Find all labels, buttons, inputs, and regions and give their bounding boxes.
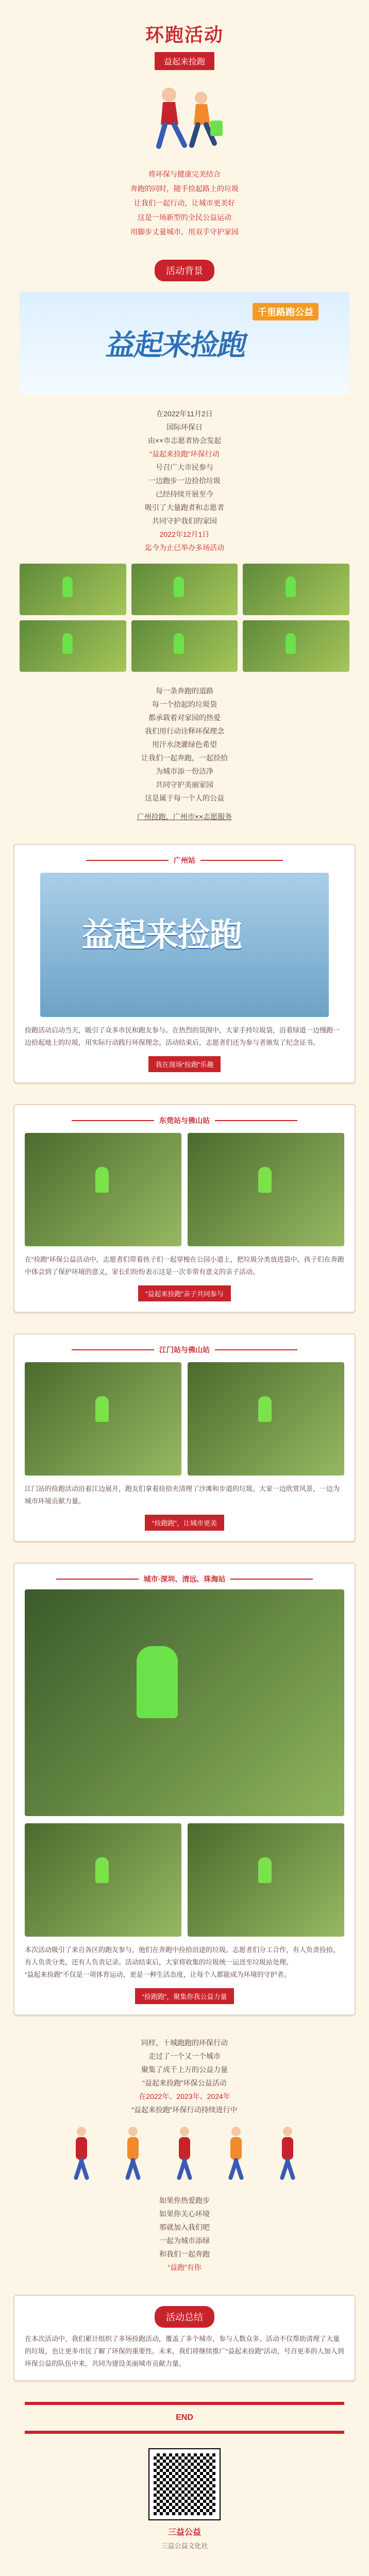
banner-title: 益起来捡跑 (104, 329, 249, 361)
section-tag-background: 活动背景 (155, 260, 214, 281)
card-title: 广州站 (174, 856, 195, 865)
section-tag-summary: 活动总结 (155, 2306, 214, 2328)
end-rule (25, 2402, 344, 2405)
card-title: 东莞站与佛山站 (159, 1116, 210, 1125)
runner-figure (115, 2127, 151, 2183)
banner-tag: 千里路跑公益 (253, 303, 318, 320)
card-photo (40, 873, 329, 1017)
card-photo (188, 1362, 344, 1476)
activity-photo (131, 620, 238, 672)
title-rule (215, 1349, 297, 1350)
outro-lines-2 (0, 2194, 369, 2274)
mid-sign: 广州捡跑，广州市××志愿服务 (137, 812, 232, 821)
org-name: 三益公益 (167, 2528, 201, 2537)
runner-illustration (138, 79, 231, 157)
background-line: 号召广大市民参与 (156, 463, 213, 471)
mid-line: 我们用行动诠释环保理念 (145, 727, 224, 735)
card-photo-row (25, 1362, 344, 1476)
title-rule (215, 1120, 297, 1121)
intro-line: 用脚步丈量城市，用双手守护家园 (130, 228, 239, 236)
title-rule (230, 1579, 313, 1580)
activity-photo (20, 564, 126, 615)
card-text: 本次活动吸引了来自各区的跑友参与，他们在奔跑中捡拾沿途的垃圾。志愿者们分工合作，有人负责捡拾，有人负责分类，还有人负责记录。活动结束后，大家将收集的垃圾统一运送至垃圾站处理。 “益起来捡跑”不仅是一项体育运动，更是一种生活态度，让每个人都能成为环境的守护者。 (25, 1946, 340, 1978)
page-title: 环跑活动 (145, 24, 224, 45)
card-guangzhou (13, 844, 356, 1083)
card-text: 江门站的捡跑活动沿着江边展开，跑友们拿着捡拾夹清理了沙滩和步道的垃圾。大家一边欣赏风景，一边为城市环境贡献力量。 (25, 1485, 340, 1505)
background-line: 迄今为止已举办多场活动 (145, 544, 224, 552)
activity-photo (131, 564, 238, 615)
card-photo (188, 1133, 344, 1246)
card-photo (25, 1589, 344, 1816)
outro-line: 和我们一起奔跑 (159, 2250, 210, 2258)
title-rule (72, 1120, 154, 1121)
card-text: 在“捡跑”环保公益活动中，志愿者们带着孩子们一起穿梭在公园小道上，把垃圾分类放进袋中。孩子们在奔跑中体会到了保护环境的意义，家长们纷纷表示这是一次非常有意义的亲子活动。 (25, 1256, 344, 1276)
runner-figure (218, 2127, 254, 2183)
summary-text: 在本次活动中，我们累计组织了多场捡跑活动，覆盖了多个城市，参与人数众多。活动不仅帮助清理了大量的垃圾，也让更多市民了解了环保的重要性。未来，我们将继续推广“益起来捡跑”活动，号召更多的人加入到环保公益的队伍中来，共同为建设美丽城市贡献力量。 (25, 2335, 344, 2367)
outro-line: 如果你热爱跑步 (159, 2196, 210, 2205)
title-rule (200, 860, 283, 861)
card-caption: “捡跑跑”，让城市更美 (145, 1515, 224, 1531)
outro-line: “益起来捡跑”环保行动持续进行中 (131, 2106, 238, 2114)
outro-line: 同样，十城跑跑的环保行动 (141, 2039, 228, 2047)
card-photo (25, 1362, 181, 1476)
card-caption: 我在现场“捡跑”乐趣 (148, 1056, 221, 1072)
outro-line: 如果你关心环境 (159, 2210, 210, 2218)
background-line: 国际环保日 (166, 423, 203, 431)
outro-line: 在2022年、2023年、2024年 (139, 2092, 230, 2100)
outro-line: “益起来捡跑”环保公益活动 (142, 2079, 227, 2087)
card-title: 江门站与佛山站 (159, 1346, 210, 1354)
card-photo (188, 1823, 344, 1937)
activity-photo (243, 620, 349, 672)
subtitle-pill: 益起来捡跑 (155, 52, 214, 70)
mid-line: 每一个拾起的垃圾袋 (152, 700, 217, 708)
mid-line: 每一条奔跑的道路 (156, 687, 213, 695)
background-line: 已经持续开展至今 (156, 490, 213, 498)
background-text (0, 407, 369, 554)
runner-figure (270, 2127, 306, 2183)
summary-card (13, 2295, 356, 2381)
background-line: “益起来捡跑”环保行动 (149, 450, 220, 458)
intro-line: 让我们一起行动，让城市更美好 (134, 199, 235, 207)
activity-photo (20, 620, 126, 672)
end-label: END (176, 2413, 193, 2422)
outro-line: 一起为城市添绿 (159, 2236, 210, 2245)
background-line: 2022年12月1日 (159, 530, 210, 538)
qr-code[interactable] (149, 2449, 220, 2519)
card-text: 捡跑活动启动当天，吸引了众多市民和跑友参与。在热烈的氛围中，大家手持垃圾袋，沿着绿道一边慢跑一边拾起地上的垃圾，用实际行动践行环保理念。活动结束后，志愿者们还为参与者颁发了纪念证书。 (25, 1026, 340, 1046)
runner-figure (166, 2127, 203, 2183)
mid-lines (0, 684, 369, 805)
photo-banner-text: 益起来捡跑 (81, 917, 241, 954)
runner-figure (63, 2127, 99, 2183)
title-rule (86, 860, 169, 861)
background-line: 在2022年11月2日 (156, 410, 213, 418)
outro-line: “益跑”有你 (167, 2263, 202, 2272)
mid-line: 都承载着对家园的热爱 (148, 714, 221, 722)
card-shenzhen (13, 1563, 356, 2015)
mid-line: 这是属于每一个人的公益 (145, 794, 224, 802)
card-dongguan (13, 1104, 356, 1313)
title-rule (56, 1579, 139, 1580)
outro-line: 聚集了成千上万的公益力量 (141, 2065, 228, 2074)
org-line: 三益公益文化社 (161, 2542, 208, 2550)
intro-line: 这是一场新型的全民公益运动 (138, 213, 231, 222)
card-jiangmen (13, 1333, 356, 1542)
card-caption: “益起来捡跑”亲子共同参与 (138, 1285, 231, 1301)
mid-line: 用汗水浇灌绿色希望 (152, 740, 217, 749)
card-photo (25, 1133, 181, 1246)
activity-photo (243, 564, 349, 615)
card-caption: “捡跑跑”，聚集你我公益力量 (135, 1988, 234, 2004)
runner-illustration-row (0, 2127, 369, 2183)
outro-line: 那就加入我们吧 (159, 2223, 210, 2231)
outro-line: 走过了一个又一个城市 (148, 2052, 221, 2060)
background-line: 一边跑步一边捡拾垃圾 (148, 477, 221, 485)
card-photo (25, 1823, 181, 1937)
mid-line: 让我们一起奔跑，一起捡拾 (141, 754, 228, 762)
card-photo-row (25, 1133, 344, 1246)
card-photo-row (25, 1823, 344, 1937)
title-rule (72, 1349, 154, 1350)
outro-lines (0, 2036, 369, 2116)
event-banner (20, 292, 349, 395)
mid-line: 为城市添一份洁净 (156, 767, 213, 775)
intro-lines (0, 167, 369, 239)
intro-line: 奔跑的同时，随手捡起路上的垃圾 (130, 184, 239, 193)
background-line: 吸引了大量跑者和志愿者 (145, 503, 224, 512)
intro-line: 将环保与健康完美结合 (148, 170, 221, 178)
card-title: 城市·深圳、清远、珠海站 (143, 1575, 226, 1583)
background-line: 由××市志愿者协会发起 (147, 436, 222, 445)
mid-line: 共同守护美丽家园 (156, 781, 213, 789)
activity-photo-grid (20, 564, 349, 672)
background-line: 共同守护我们的家园 (152, 517, 217, 525)
